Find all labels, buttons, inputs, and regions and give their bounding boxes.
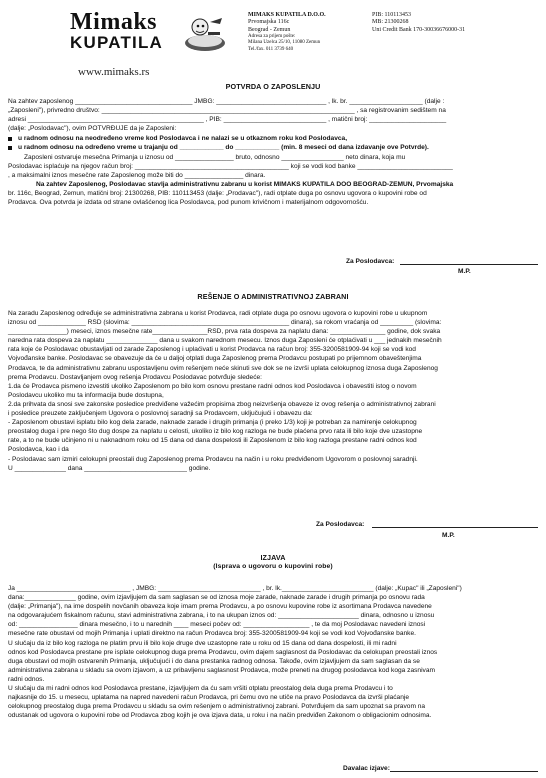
s3body-line: administrativna zabrana u skladu sa ovom izjavom, a uz pribavljenu saglasnost Prodavca, može preneti na drugog poslodavca kod koga zasnivam [8, 666, 435, 674]
s1-bullet-1: u radnom odnosu na neodređeno vreme kod Poslodavca i ne nalazi se u otkaznom roku kod Poslodavca, [8, 135, 538, 143]
company-address-line-2: Beograd - Zemun [248, 26, 291, 33]
s2body-line: prema Prodavcu. Dostavljanjem ovog rešenja Prodavcu Poslodavac potvrđuje sledeće: [8, 373, 262, 381]
s1-para3-line2: br. 116c, Beograd, Zemun, matični broj: 21300268, PIB: 110113453 (dalje: „Prodavac"), radi otplate duga po osnovu ugovora o kupovini robe od [8, 189, 427, 197]
s2-mp-label: M.P. [442, 532, 455, 539]
s1-para2-line2: Poslodavac isplaćuje na njegov račun broj: __________________________________________ koji se vodi kod banke __________________________ [8, 162, 453, 170]
s3body-line: odustanak od ugovora o kupovini robe od Prodavca zbog kojih je ova izjava data, u roku i na način predviđen Zakonom o obligacionim odnosima. [8, 712, 432, 720]
bullet-square-icon [8, 137, 12, 141]
logo-bottom-text: KUPATILA [70, 33, 164, 52]
company-website: www.mimaks.rs [78, 66, 150, 78]
company-address-line-4: Milana Uzelca 25/10, 11080 Zemun [248, 40, 321, 46]
s1-mp-label: M.P. [458, 268, 471, 275]
s3body-line: Ja _______________________________ , JMBG: ____________________________ , br. lk._________________________ (dalje: „Kupac" ili „Zaposleni") [8, 585, 462, 592]
s3body-line: (dalje: „Primanja"), na ime dospelih novčanih obaveza koje imam prema Prodavcu, a po osnovu kupovine robe iz asortimana Prodavca navedene [8, 603, 432, 611]
bullet-square-icon [8, 146, 12, 150]
section3-body [8, 584, 538, 720]
s2body-line: 1.da će Prodavca pismeno izvestiti ukoliko Zaposlenom po bilo kom osnovu prestane radni odnos kod Poslodavca i obavestiti istog o novom [8, 382, 417, 390]
company-name: MIMAKS KUPATILA D.O.O. [248, 12, 326, 18]
s3body-line: na odgovarajućem fiskalnom računu, stavi administrativna zabrana, i to na ukupan iznos od: ______________________ dinara, odnosno u iznosu [8, 612, 435, 620]
s2body-line: i posledice preuzete zaključenjem Ugovora o poslovnoj saradnji sa Prodavcem, uključujući i obavezu da: [8, 410, 313, 418]
company-logo [70, 10, 180, 56]
mascot-logo-icon [182, 14, 228, 54]
s3body-line: od: ________________ dinara mesečno, i to u narednih ____ meseci počev od: __________________ , te da moj Poslodavac navedeni iznosi [8, 621, 426, 629]
s1-para3-line3: Prodavca. Ova potvrda je izdata od strane ovlašćenog lica Poslodavca, pod punom krivičnom i materijalnom odgovornošću. [8, 199, 369, 207]
s3body-line: odnos kod Poslodavca prestane pre isplate celokupnog duga prema Prodavcu, ovim dajem saglasnost da Poslodavac da celokupan preostali iznos [8, 648, 438, 656]
s2body-line: Vojvođanske banke. Poslodavac se obavezuje da će u daljoj otplati duga Zaposlenog prema Prodavcu postupati po prijemnom obaveštenjima [8, 355, 422, 363]
s3body-line: U slučaju da iz bilo kog razloga ne platim prvu ili bilo koje druge dve uzastopne rate u roku od 15 dana od dana dospelosti, ili mi radni [8, 639, 397, 647]
s2-sign-label: Za Poslodavca: [316, 521, 365, 528]
s2body-line: ________________) meseci, iznos mesečne rate_______________RSD, prva rata dospeva za naplatu dana: _______________ godine, dok svaka [8, 328, 441, 336]
s1-bullet-2: u radnom odnosu na određeno vreme u trajanju od ____________ do ____________ (min. 8 meseci od dana izdavanje ove Potvrde). [8, 144, 538, 152]
s3body-line: najkasnije do 15. u mesecu, uplatama na napred navedeni račun Prodavca, pri čemu ovo ne utiče na pravo Poslodavca da izvrši plaćanje [8, 694, 409, 702]
section3-title: IZJAVA [260, 553, 286, 562]
s2body-line: 2.da prihvata da snosi sve zakonske posledice predviđene važećim propisima zbog neizvršenja obaveze iz ovog rešenja o administrativnoj zabrani [8, 400, 436, 408]
s3body-line: duga obustavi od mojih ostvarenih Primanja, uključujući i do dana prestanka radnog odnosa. Takođe, ovim izjavljujem da sam saglasan da se [8, 657, 420, 665]
s2body-line: rate, a to ne bude učinjeno ni u naknadnom roku od 15 dana od dana dospelosti ili Zaposlenom iz bilo kog razloga prestane radni odnos kod [8, 437, 417, 445]
s1-para1-line2: „Zaposleni"), privredno društvo: _____________________________________________________________________ , sa registrovanim sedištem na [8, 107, 446, 115]
s1-para2-line1: Zaposleni ostvaruje mesečna Primanja u iznosu od ________________ bruto, odnosno _________________ neto dinara, koja mu [24, 153, 406, 161]
s2body-line: - Zaposlenom obustavi isplatu bilo kog dela zarade, naknade zarade i drugih primanja (i preko 1/3) koji je potreban za namirenje celokupnog [8, 419, 417, 427]
s2body-line: preostalog duga i pre nego što dug dospe za naplatu u celosti, ukoliko iz bilo kog razloga ne bude plaćena prvo rata ili bilo koje dve uzastopne [8, 428, 423, 436]
s3body-line: dana:______________ godine, ovim izjavljujem da sam saglasan se od iznosa moje zarade, naknade zarade i drugih primanja po osnovu rada [8, 594, 425, 602]
s1-para1-line1: Na zahtev zaposlenog ________________________________ JMBG: ______________________________ , lk. br. ____________________ (dalje : [8, 98, 445, 105]
section3-subtitle: (Isprava o ugovoru o kupovini robe) [213, 563, 333, 570]
s3body-line: mesečne rate obustavi od mojih Primanja i uplati direktno na račun Prodavca broj: 355-3200581909-94 koji se vodi kod Vojvođanske banke. [8, 630, 416, 638]
s2body-line: rata koje će Poslodavac obustavljati od zarade Zaposlenog i uplaćivati u korist Prodavca na račun broj: 355-3200581909-94 koji se vodi kod [8, 346, 416, 354]
company-phone: Tel./fax. 011 3739 640 [248, 46, 294, 52]
s2body-line: Poslodavcu ukoliko mu ta informacija bude dostupna, [8, 391, 164, 399]
section1-title: POTVRDA O ZAPOSLENJU [225, 82, 321, 91]
s1-para2-line3: , a maksimalni iznos mesečne rate Zaposlenog može biti do ________________ dinara. [8, 171, 266, 179]
s2body-line: iznosu od _____________ RSD (slovima: ___________________________________________ dinara), sa rokom vraćanja od _________ (slovima: [8, 319, 442, 327]
s2body-line: Prodavca, te da administrativnu zabranu uspostavljenu ovim rešenjem neće skinuti sve dok se ne izvrši uplata celokupnog iznosa duga Zaposlenog [8, 364, 438, 372]
logo-top-text: Mimaks [70, 9, 157, 35]
s2body-line: U ______________ dana ____________________________ godine. [8, 464, 211, 472]
s1-para3-line1: Na zahtev Zaposlenog, Poslodavac stavlja administrativnu zabranu u korist MIMAKS KUPATILA DOO BEOGRAD-ZEMUN, Prvomajska [36, 180, 454, 188]
company-address-line-1: Prvomajska 116c [248, 19, 290, 26]
s3body-line: celokupnog preostalog duga prema Prodavcu u skladu sa ovim rešenjem o administrativnoj zabrani. Potvrđujem da sam upoznat sa pravom na [8, 703, 426, 711]
s3body-line: U slučaju da mi radni odnos kod Poslodavca prestane, izjavljujem da ću sam vršiti otplatu preostalog dela duga prema Prodavcu i to [8, 685, 393, 693]
s2body-line: Poslodavca, kao i da [8, 446, 69, 454]
s1-sign-label: Za Poslodavca: [346, 258, 395, 265]
s3-sign-label: Davalac izjave: [343, 765, 390, 772]
company-address-line-3: Adresa za prijem pošte: [248, 34, 296, 40]
section2-title: REŠENJE O ADMINISTRATIVNOJ ZABRANI [197, 292, 349, 301]
s2-sign-line [372, 527, 538, 528]
section2-body [8, 309, 538, 473]
section1-body [8, 98, 538, 207]
company-pib: PIB: 110113453 [372, 12, 412, 18]
s2body-line: Na zaradu Zaposlenog određuje se administrativna zabrana u korist Prodavca, radi otplate duga po osnovu ugovora o kupovini robe u ukupnom [8, 310, 428, 317]
s1-sign-line [400, 264, 538, 265]
company-mb: MB: 21300268 [372, 19, 409, 26]
s1-para1-line3: adresi ________________________________________________ , PIB: ____________________________ , matični broj: _____________________ [8, 116, 447, 124]
s1-para1-line4: (dalje: „Poslodavac"), ovim POTVRĐUJE da je Zaposleni: [8, 125, 177, 133]
s3body-line: radni odnos. [8, 675, 45, 683]
s3-sign-line [390, 771, 538, 772]
s2body-line: naredna rata dospeva za naplatu ______________ dana u svakom narednom mesecu. Iznos duga Zaposleni će otplaćivati u ___ jednakih mesečnih [8, 337, 442, 345]
company-bank-account: Uni Credit Bank 170-30036676000-31 [372, 26, 466, 33]
s2body-line: - Poslodavac sam izmiri celokupni preostali dug Zaposlenog prema Prodavcu na način i u roku predviđenom Ugovorom o poslovnoj saradnji. [8, 455, 418, 463]
